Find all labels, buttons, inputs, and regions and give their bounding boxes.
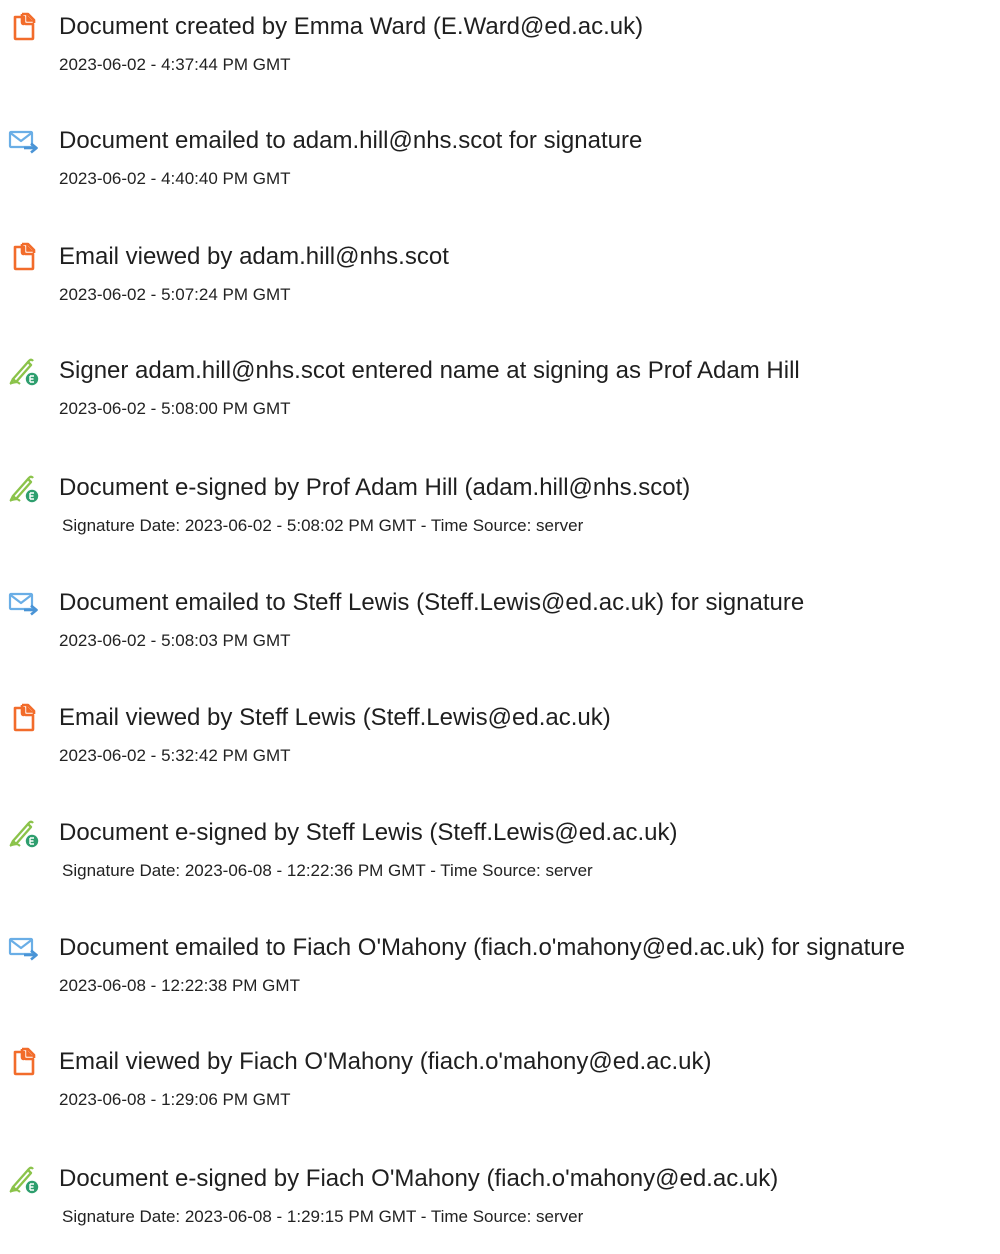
event-title: Document emailed to Steff Lewis (Steff.Lewis@ed.ac.uk) for signature bbox=[59, 589, 805, 616]
event-timestamp: 2023-06-02 - 5:32:42 PM GMT bbox=[59, 746, 291, 765]
event-timestamp: 2023-06-02 - 5:08:00 PM GMT bbox=[59, 399, 291, 418]
timeline-event bbox=[0, 242, 1000, 332]
timeline-event bbox=[0, 703, 1000, 793]
timeline-event bbox=[0, 12, 1000, 102]
event-title: Document e-signed by Prof Adam Hill (adam.hill@nhs.scot) bbox=[59, 474, 691, 501]
event-title: Signer adam.hill@nhs.scot entered name at signing as Prof Adam Hill bbox=[59, 357, 800, 384]
timeline-event bbox=[0, 356, 1000, 446]
event-title: Document created by Emma Ward (E.Ward@ed.ac.uk) bbox=[59, 13, 644, 40]
event-timestamp: 2023-06-02 - 5:07:24 PM GMT bbox=[59, 285, 291, 304]
event-timestamp: Signature Date: 2023-06-02 - 5:08:02 PM GMT - Time Source: server bbox=[62, 516, 584, 535]
event-title: Document e-signed by Fiach O'Mahony (fiach.o'mahony@ed.ac.uk) bbox=[59, 1165, 779, 1192]
timeline-event bbox=[0, 126, 1000, 216]
timeline-event bbox=[0, 933, 1000, 1023]
timeline-event bbox=[0, 818, 1000, 908]
event-title: Email viewed by adam.hill@nhs.scot bbox=[59, 243, 449, 270]
event-timestamp: 2023-06-08 - 1:29:06 PM GMT bbox=[59, 1090, 291, 1109]
event-title: Document e-signed by Steff Lewis (Steff.Lewis@ed.ac.uk) bbox=[59, 819, 678, 846]
timeline-event bbox=[0, 1047, 1000, 1137]
event-timestamp: 2023-06-02 - 4:37:44 PM GMT bbox=[59, 55, 291, 74]
event-timestamp: 2023-06-02 - 4:40:40 PM GMT bbox=[59, 169, 291, 188]
event-timestamp: Signature Date: 2023-06-08 - 1:29:15 PM GMT - Time Source: server bbox=[62, 1207, 584, 1226]
event-timestamp: 2023-06-08 - 12:22:38 PM GMT bbox=[59, 976, 300, 995]
timeline-event bbox=[0, 1164, 1000, 1254]
event-title: Document emailed to Fiach O'Mahony (fiach.o'mahony@ed.ac.uk) for signature bbox=[59, 934, 905, 961]
event-title: Email viewed by Fiach O'Mahony (fiach.o'mahony@ed.ac.uk) bbox=[59, 1048, 712, 1075]
event-title: Document emailed to adam.hill@nhs.scot for signature bbox=[59, 127, 643, 154]
event-timestamp: 2023-06-02 - 5:08:03 PM GMT bbox=[59, 631, 291, 650]
event-timestamp: Signature Date: 2023-06-08 - 12:22:36 PM GMT - Time Source: server bbox=[62, 861, 593, 880]
timeline-event bbox=[0, 473, 1000, 563]
timeline-event bbox=[0, 588, 1000, 678]
event-title: Email viewed by Steff Lewis (Steff.Lewis@ed.ac.uk) bbox=[59, 704, 611, 731]
